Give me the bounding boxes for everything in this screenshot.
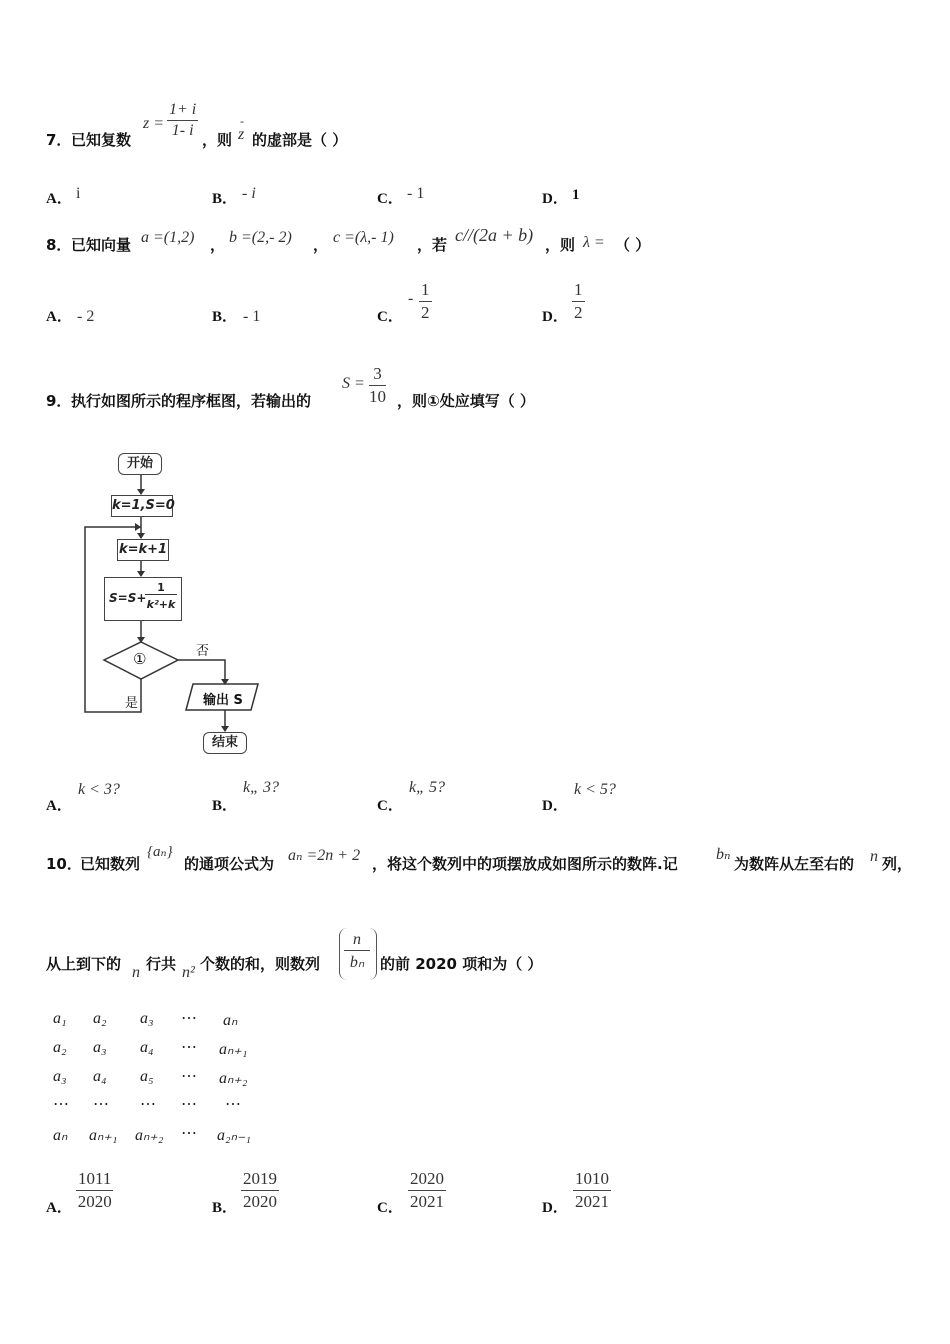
matrix-cell: a₃ <box>140 1010 154 1027</box>
q10-stem-mid-2: ，将这个数列中的项摆放成如图所示的数阵.记 <box>372 855 678 873</box>
q9-stem-suffix: ，则①处应填写（ ） <box>397 392 535 410</box>
q10-option-c-label: C． <box>377 1200 403 1216</box>
q10-stem-prefix: 已知数列 <box>80 855 141 873</box>
q10-frac-denominator: bₙ <box>349 954 365 971</box>
q10-frac-numerator: n <box>344 931 370 951</box>
q7-zbar: - z <box>238 114 245 143</box>
matrix-cell: ⋯ <box>53 1096 69 1113</box>
q7-number: 7． <box>46 131 72 149</box>
q9-option-c-label: C． <box>377 798 403 814</box>
q8-option-b-label: B． <box>212 309 238 325</box>
flowchart-output: 输出 S <box>203 693 243 708</box>
q7-option-b-value: - i <box>242 185 256 202</box>
matrix-cell: a₄ <box>140 1039 154 1056</box>
q7-option-a-value: i <box>76 185 81 202</box>
q9-option-a-value: k < 3? <box>78 781 120 798</box>
q10-option-d-denominator: 2021 <box>575 1192 609 1211</box>
q7-option-c-label: C． <box>377 191 403 207</box>
matrix-cell: ⋯ <box>181 1096 197 1113</box>
q8-stem-prefix: 已知向量 <box>71 236 132 254</box>
q8-vector-b: b =(2,- 2) <box>229 229 292 246</box>
q7-option-d-value: 1 <box>572 187 580 203</box>
q8-then-text: ，则 <box>545 236 576 254</box>
q10-line2-mid-2: 个数的和，则数列 <box>200 955 321 973</box>
matrix-cell: aₙ₊₁ <box>89 1127 118 1144</box>
matrix-cell: a₅ <box>140 1068 154 1085</box>
matrix-cell: ⋯ <box>181 1068 197 1085</box>
q9-option-b-value: k„ 3? <box>243 779 279 796</box>
q9-number: 9． <box>46 392 72 410</box>
matrix-cell: a₂ <box>53 1039 67 1056</box>
matrix-cell: a₃ <box>53 1068 67 1085</box>
matrix-cell: ⋯ <box>140 1096 156 1113</box>
q7-z-numerator: 1+ i <box>167 101 198 121</box>
flowchart-init: k=1,S=0 <box>111 495 173 517</box>
q7-stem-mid: ，则 <box>202 131 233 149</box>
q8-vector-a: a =(1,2) <box>141 229 195 246</box>
flowchart-start: 开始 <box>118 453 162 475</box>
q10-stem-mid-3: 为数阵从左至右的 <box>734 855 855 873</box>
matrix-cell: aₙ <box>53 1127 68 1144</box>
q8-if-text: ，若 <box>417 236 448 254</box>
q7-option-c-value: - 1 <box>407 185 425 202</box>
q9-stem-prefix: 执行如图所示的程序框图，若输出的 <box>71 392 312 410</box>
q10-bn: bₙ <box>716 846 731 863</box>
q8-option-b-value: - 1 <box>243 308 261 325</box>
q10-sequence: {aₙ} <box>147 844 173 860</box>
q7-option-b-label: B． <box>212 191 238 207</box>
q10-stem-mid-4: 列， <box>882 855 913 873</box>
q10-option-c-numerator: 2020 <box>408 1169 446 1191</box>
q10-option-d-fraction <box>573 1169 611 1212</box>
matrix-cell: ⋯ <box>181 1125 197 1142</box>
q10-line2-suffix: 的前 2020 项和为（ ） <box>380 955 543 973</box>
q10-option-b-label: B． <box>212 1200 238 1216</box>
q9-option-d-value: k < 5? <box>574 781 616 798</box>
matrix-cell: ⋯ <box>181 1010 197 1027</box>
q8-vector-c: c =(λ,- 1) <box>333 229 394 246</box>
q8-option-c-label: C． <box>377 309 403 325</box>
q9-s-denominator: 10 <box>369 387 386 406</box>
matrix-cell: aₙ₊₂ <box>219 1070 248 1087</box>
matrix-cell: aₙ₊₂ <box>135 1127 164 1144</box>
q8-condition: c//(2a + b) <box>455 225 534 245</box>
matrix-cell: ⋯ <box>225 1096 241 1113</box>
q8-sep-1: ， <box>210 236 226 254</box>
q9-option-a-label: A． <box>46 798 72 814</box>
matrix-cell: aₙ <box>223 1012 238 1029</box>
q10-option-a-denominator: 2020 <box>77 1192 112 1211</box>
q8-option-d-fraction <box>572 280 585 323</box>
flowchart-update <box>104 577 182 621</box>
flowchart-end: 结束 <box>203 732 247 754</box>
flowchart-update-prefix: S=S+ <box>109 591 147 605</box>
q9-s-numerator: 3 <box>369 364 386 386</box>
flowchart-update-den: k²+k <box>146 598 176 611</box>
q8-option-c-fraction <box>419 280 432 323</box>
q8-lambda: λ = <box>583 234 605 251</box>
q7-stem-suffix: 的虚部是（ ） <box>252 131 348 149</box>
q8-option-a-value: - 2 <box>77 308 95 325</box>
flowchart-no-label: 否 <box>196 644 210 659</box>
q10-n-1: n <box>870 848 878 865</box>
q8-tail: （ ） <box>615 236 651 254</box>
flowchart-condition: ① <box>133 650 147 668</box>
q8-number: 8． <box>46 236 72 254</box>
q10-option-b-fraction <box>241 1169 279 1212</box>
q10-n-squared: n² <box>182 964 195 981</box>
matrix-cell: aₙ₊₁ <box>219 1041 248 1058</box>
q9-s-fraction <box>369 364 386 407</box>
q10-n-2: n <box>132 964 140 981</box>
q7-option-a-label: A． <box>46 191 72 207</box>
matrix-cell: a₁ <box>53 1010 67 1027</box>
q7-z-lhs: z = <box>143 115 165 132</box>
q8-option-c-numerator: 1 <box>419 280 432 302</box>
q9-option-c-value: k„ 5? <box>409 779 445 796</box>
q10-option-a-label: A． <box>46 1200 72 1216</box>
matrix-cell: a₂ₙ₋₁ <box>217 1127 251 1144</box>
q10-an-formula: aₙ =2n + 2 <box>288 847 361 864</box>
q10-number: 10． <box>46 855 82 873</box>
q9-option-b-label: B． <box>212 798 238 814</box>
q10-option-d-label: D． <box>542 1200 568 1216</box>
q7-option-d-label: D． <box>542 191 568 207</box>
q10-stem-mid-1: 的通项公式为 <box>184 855 275 873</box>
q9-s-lhs: S = <box>342 375 365 392</box>
q8-option-c-denominator: 2 <box>421 303 430 322</box>
flowchart-increment: k=k+1 <box>117 539 169 561</box>
matrix-cell: ⋯ <box>93 1096 109 1113</box>
q10-option-d-numerator: 1010 <box>573 1169 611 1191</box>
q10-option-c-denominator: 2021 <box>410 1192 444 1211</box>
q10-option-b-denominator: 2020 <box>243 1192 277 1211</box>
q8-sep-2: ， <box>313 236 329 254</box>
flowchart-connectors <box>0 0 300 780</box>
q8-option-c-sign: - <box>408 290 414 307</box>
matrix-cell: a₄ <box>93 1068 107 1085</box>
q10-option-a-fraction <box>76 1169 113 1212</box>
matrix-cell: a₃ <box>93 1039 107 1056</box>
q9-option-d-label: D． <box>542 798 568 814</box>
q8-option-d-label: D． <box>542 309 568 325</box>
q8-option-d-denominator: 2 <box>574 303 583 322</box>
q7-z-denominator: 1- i <box>171 122 194 139</box>
flowchart-update-num: 1 <box>145 581 177 595</box>
q10-option-a-numerator: 1011 <box>76 1169 113 1191</box>
q10-line2-prefix: 从上到下的 <box>46 955 122 973</box>
q7-stem-prefix: 已知复数 <box>71 131 132 149</box>
q8-option-a-label: A． <box>46 309 72 325</box>
flowchart-yes-label: 是 <box>125 696 139 711</box>
matrix-cell: a₂ <box>93 1010 107 1027</box>
q8-option-d-numerator: 1 <box>572 280 585 302</box>
q10-option-c-fraction <box>408 1169 446 1212</box>
q10-option-b-numerator: 2019 <box>241 1169 279 1191</box>
q10-braced-fraction <box>339 928 377 980</box>
q10-line2-mid: 行共 <box>146 955 177 973</box>
matrix-cell: ⋯ <box>181 1039 197 1056</box>
